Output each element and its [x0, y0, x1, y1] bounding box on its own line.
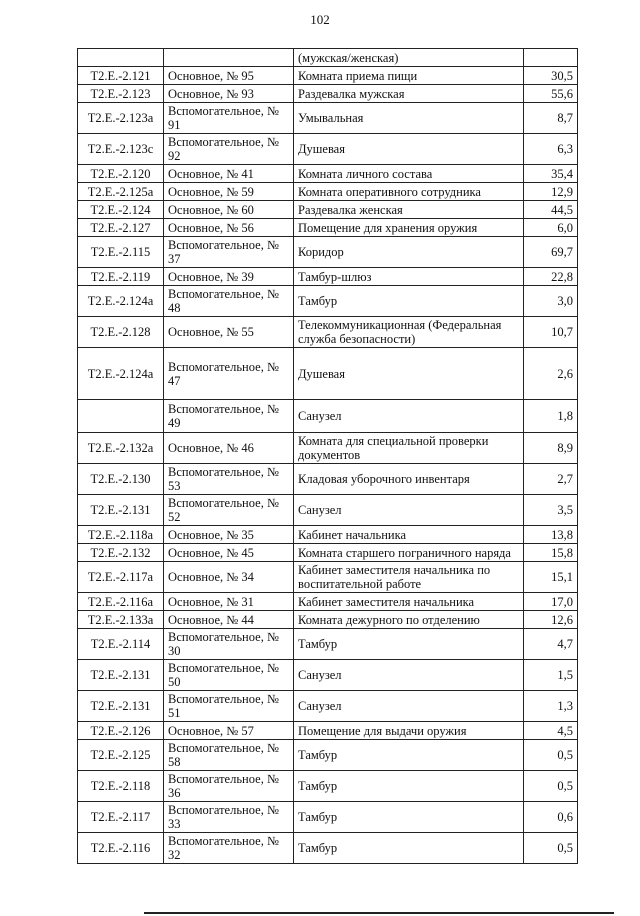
room-name-cell: Санузел	[294, 400, 524, 433]
room-name-cell: Тамбур	[294, 286, 524, 317]
placement-cell: Основное, № 35	[164, 526, 294, 544]
area-cell: 0,6	[524, 802, 578, 833]
room-name-cell: Коридор	[294, 237, 524, 268]
area-cell: 17,0	[524, 593, 578, 611]
table-row	[78, 237, 578, 268]
room-name-cell: Раздевалка женская	[294, 201, 524, 219]
placement-cell: Основное, № 39	[164, 268, 294, 286]
area-cell: 4,7	[524, 629, 578, 660]
area-cell: 0,5	[524, 833, 578, 864]
room-code-cell: Т2.Е.-2.121	[78, 67, 164, 85]
table-row	[78, 201, 578, 219]
placement-cell: Основное, № 59	[164, 183, 294, 201]
room-name-cell: Санузел	[294, 495, 524, 526]
room-name-cell: Комната приема пищи	[294, 67, 524, 85]
room-name-cell: Комната для специальной проверки документов	[294, 433, 524, 464]
table-row	[78, 317, 578, 348]
placement-cell: Основное, № 41	[164, 165, 294, 183]
table-row	[78, 740, 578, 771]
area-cell: 1,8	[524, 400, 578, 433]
room-name-cell: Тамбур	[294, 802, 524, 833]
room-code-cell: Т2.Е.-2.119	[78, 268, 164, 286]
area-cell: 12,9	[524, 183, 578, 201]
table-row	[78, 526, 578, 544]
table-row	[78, 464, 578, 495]
area-cell: 15,8	[524, 544, 578, 562]
room-code-cell: Т2.Е.-2.123с	[78, 134, 164, 165]
room-name-cell: Тамбур	[294, 740, 524, 771]
room-code-cell: Т2.Е.-2.117а	[78, 562, 164, 593]
placement-cell: Вспомогательное, № 92	[164, 134, 294, 165]
room-name-cell: Тамбур	[294, 629, 524, 660]
rooms-table-body	[78, 49, 578, 864]
table-row	[78, 691, 578, 722]
table-row	[78, 802, 578, 833]
room-name-cell: Помещение для выдачи оружия	[294, 722, 524, 740]
room-name-cell: Помещение для хранения оружия	[294, 219, 524, 237]
placement-cell: Вспомогательное, № 30	[164, 629, 294, 660]
bottom-rule	[144, 912, 614, 914]
table-row	[78, 268, 578, 286]
room-name-cell: Кабинет начальника	[294, 526, 524, 544]
room-name-cell: Кабинет заместителя начальника по воспитательной работе	[294, 562, 524, 593]
table-row	[78, 67, 578, 85]
room-code-cell: Т2.Е.-2.125	[78, 740, 164, 771]
room-code-cell: Т2.Е.-2.124а	[78, 286, 164, 317]
area-cell: 4,5	[524, 722, 578, 740]
table-row	[78, 562, 578, 593]
table-row	[78, 103, 578, 134]
room-code-cell: Т2.Е.-2.128	[78, 317, 164, 348]
area-cell: 0,5	[524, 771, 578, 802]
area-cell: 3,5	[524, 495, 578, 526]
placement-cell: Основное, № 57	[164, 722, 294, 740]
area-cell	[524, 49, 578, 67]
room-name-cell: Санузел	[294, 691, 524, 722]
placement-cell: Основное, № 93	[164, 85, 294, 103]
placement-cell: Основное, № 46	[164, 433, 294, 464]
room-code-cell: Т2.Е.-2.126	[78, 722, 164, 740]
area-cell: 35,4	[524, 165, 578, 183]
room-name-cell: Тамбур-шлюз	[294, 268, 524, 286]
room-code-cell: Т2.Е.-2.131	[78, 691, 164, 722]
area-cell: 2,6	[524, 348, 578, 400]
room-code-cell: Т2.Е.-2.131	[78, 495, 164, 526]
placement-cell: Основное, № 56	[164, 219, 294, 237]
table-row	[78, 348, 578, 400]
area-cell: 1,3	[524, 691, 578, 722]
room-code-cell: Т2.Е.-2.131	[78, 660, 164, 691]
rooms-table	[77, 48, 578, 864]
area-cell: 15,1	[524, 562, 578, 593]
placement-cell: Вспомогательное, № 32	[164, 833, 294, 864]
room-code-cell: Т2.Е.-2.120	[78, 165, 164, 183]
table-row	[78, 611, 578, 629]
room-code-cell: Т2.Е.-2.118	[78, 771, 164, 802]
area-cell: 1,5	[524, 660, 578, 691]
table-row	[78, 165, 578, 183]
room-code-cell: Т2.Е.-2.125а	[78, 183, 164, 201]
area-cell: 0,5	[524, 740, 578, 771]
table-row	[78, 629, 578, 660]
room-code-cell: Т2.Е.-2.124	[78, 201, 164, 219]
area-cell: 10,7	[524, 317, 578, 348]
room-name-cell: Комната старшего пограничного наряда	[294, 544, 524, 562]
placement-cell: Вспомогательное, № 91	[164, 103, 294, 134]
room-code-cell: Т2.Е.-2.132	[78, 544, 164, 562]
area-cell: 12,6	[524, 611, 578, 629]
room-name-cell: Кладовая уборочного инвентаря	[294, 464, 524, 495]
placement-cell: Вспомогательное, № 52	[164, 495, 294, 526]
table-row	[78, 722, 578, 740]
placement-cell: Вспомогательное, № 51	[164, 691, 294, 722]
room-code-cell	[78, 49, 164, 67]
room-name-cell: Комната личного состава	[294, 165, 524, 183]
placement-cell: Вспомогательное, № 33	[164, 802, 294, 833]
placement-cell: Основное, № 31	[164, 593, 294, 611]
table-row	[78, 134, 578, 165]
room-name-cell: (мужская/женская)	[294, 49, 524, 67]
placement-cell: Вспомогательное, № 48	[164, 286, 294, 317]
room-name-cell: Комната дежурного по отделению	[294, 611, 524, 629]
room-name-cell: Санузел	[294, 660, 524, 691]
table-row	[78, 593, 578, 611]
room-name-cell: Тамбур	[294, 771, 524, 802]
room-name-cell: Умывальная	[294, 103, 524, 134]
placement-cell: Основное, № 60	[164, 201, 294, 219]
room-name-cell: Душевая	[294, 134, 524, 165]
area-cell: 2,7	[524, 464, 578, 495]
room-code-cell: Т2.Е.-2.123а	[78, 103, 164, 134]
area-cell: 3,0	[524, 286, 578, 317]
area-cell: 22,8	[524, 268, 578, 286]
room-name-cell: Душевая	[294, 348, 524, 400]
room-code-cell: Т2.Е.-2.127	[78, 219, 164, 237]
room-code-cell: Т2.Е.-2.117	[78, 802, 164, 833]
area-cell: 6,3	[524, 134, 578, 165]
area-cell: 8,7	[524, 103, 578, 134]
room-name-cell: Телекоммуникационная (Федеральная служба безопасности)	[294, 317, 524, 348]
room-code-cell	[78, 400, 164, 433]
placement-cell: Основное, № 55	[164, 317, 294, 348]
room-code-cell: Т2.Е.-2.133а	[78, 611, 164, 629]
placement-cell: Вспомогательное, № 36	[164, 771, 294, 802]
area-cell: 69,7	[524, 237, 578, 268]
placement-cell: Вспомогательное, № 37	[164, 237, 294, 268]
area-cell: 30,5	[524, 67, 578, 85]
room-name-cell: Раздевалка мужская	[294, 85, 524, 103]
page-number: 102	[310, 12, 330, 27]
placement-cell: Вспомогательное, № 49	[164, 400, 294, 433]
room-code-cell: Т2.Е.-2.132а	[78, 433, 164, 464]
room-code-cell: Т2.Е.-2.116а	[78, 593, 164, 611]
area-cell: 8,9	[524, 433, 578, 464]
room-code-cell: Т2.Е.-2.130	[78, 464, 164, 495]
table-row	[78, 183, 578, 201]
table-row	[78, 85, 578, 103]
table-row	[78, 660, 578, 691]
placement-cell: Основное, № 44	[164, 611, 294, 629]
placement-cell: Вспомогательное, № 58	[164, 740, 294, 771]
placement-cell: Вспомогательное, № 50	[164, 660, 294, 691]
table-row	[78, 833, 578, 864]
room-code-cell: Т2.Е.-2.124а	[78, 348, 164, 400]
table-row	[78, 286, 578, 317]
table-row	[78, 495, 578, 526]
room-code-cell: Т2.Е.-2.118а	[78, 526, 164, 544]
placement-cell: Основное, № 45	[164, 544, 294, 562]
room-name-cell: Тамбур	[294, 833, 524, 864]
room-code-cell: Т2.Е.-2.115	[78, 237, 164, 268]
placement-cell: Вспомогательное, № 47	[164, 348, 294, 400]
placement-cell: Основное, № 34	[164, 562, 294, 593]
room-code-cell: Т2.Е.-2.114	[78, 629, 164, 660]
table-row	[78, 771, 578, 802]
room-name-cell: Кабинет заместителя начальника	[294, 593, 524, 611]
table-row	[78, 49, 578, 67]
room-code-cell: Т2.Е.-2.116	[78, 833, 164, 864]
area-cell: 44,5	[524, 201, 578, 219]
placement-cell	[164, 49, 294, 67]
placement-cell: Вспомогательное, № 53	[164, 464, 294, 495]
table-row	[78, 400, 578, 433]
room-code-cell: Т2.Е.-2.123	[78, 85, 164, 103]
table-row	[78, 433, 578, 464]
placement-cell: Основное, № 95	[164, 67, 294, 85]
table-row	[78, 219, 578, 237]
room-name-cell: Комната оперативного сотрудника	[294, 183, 524, 201]
table-row	[78, 544, 578, 562]
area-cell: 6,0	[524, 219, 578, 237]
area-cell: 55,6	[524, 85, 578, 103]
area-cell: 13,8	[524, 526, 578, 544]
